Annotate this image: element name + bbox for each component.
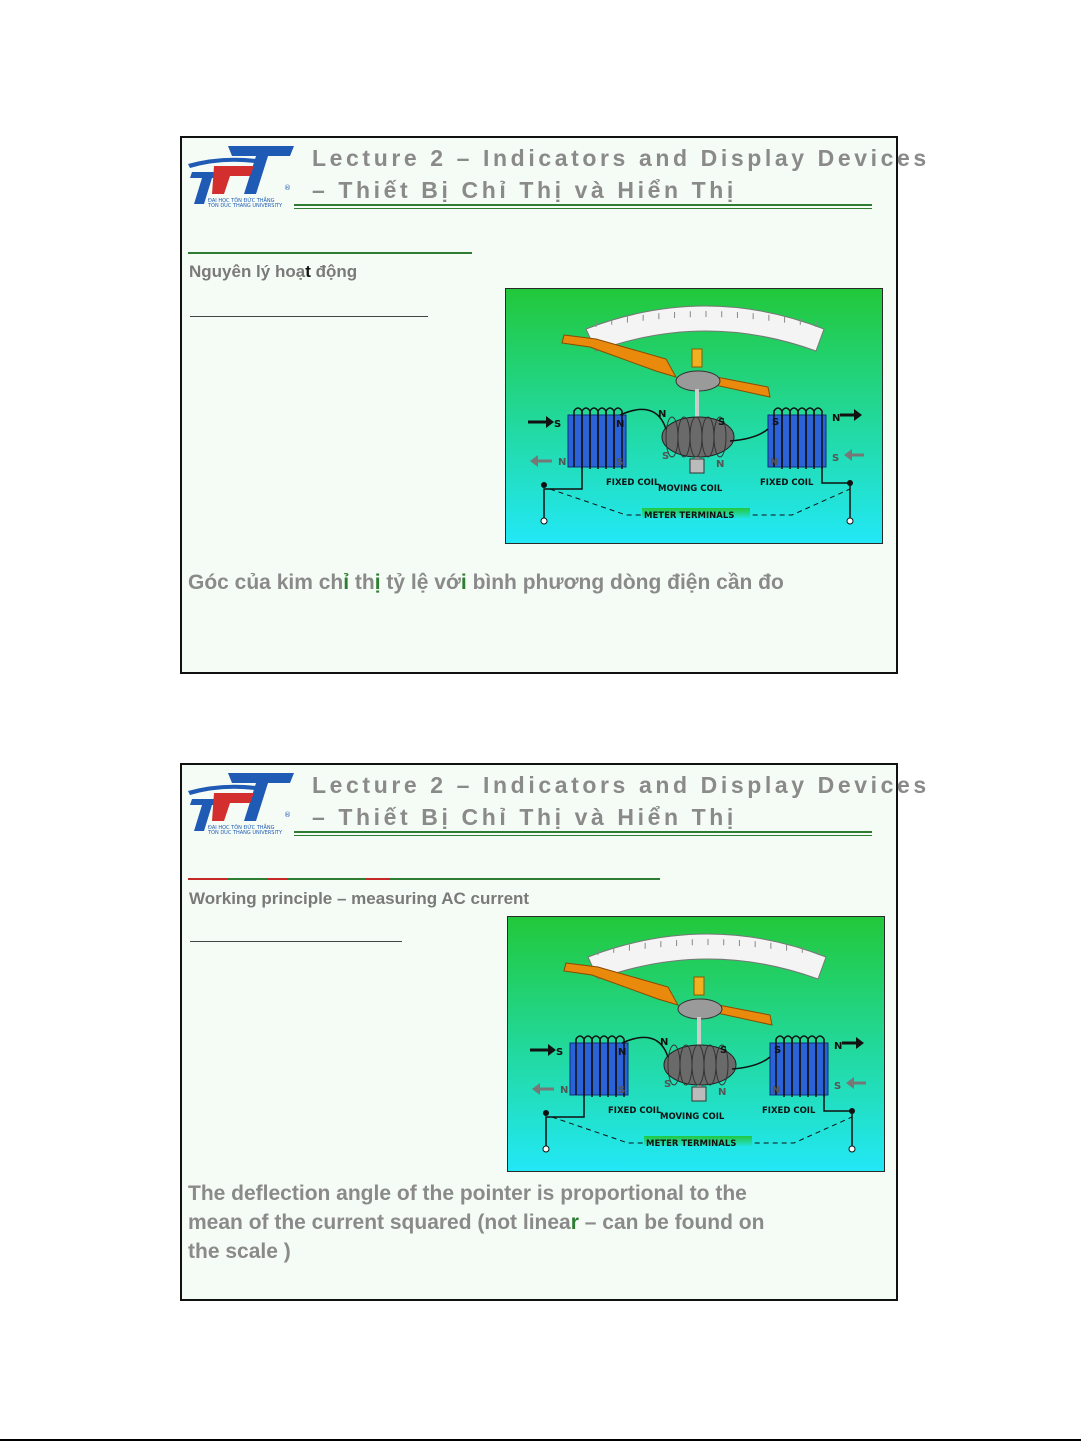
pole-label-n: N [558,457,567,468]
title-rule [294,204,872,206]
pole-label-s: S [772,417,780,428]
pole-label-n: N [716,459,725,470]
title-rule-thin [294,208,872,209]
logo-text-line1: ĐẠI HỌC TÔN ĐỨC THẮNG [208,198,275,204]
pole-label-n: N [560,1085,569,1096]
pole-label-s: S [720,1045,728,1056]
body-line-1: The deflection angle of the pointer is proportional to the [188,1182,747,1205]
pole-label-s: S [774,1045,782,1056]
slide-1 [180,136,930,674]
body-part: bình phương dòng điện cần đo [466,571,784,594]
label-moving-coil: MOVING COIL [658,484,723,494]
pole-label-s: S [662,451,670,462]
label-fixed-coil-left: FIXED COIL [606,478,660,488]
terminal-node-icon [849,1108,855,1114]
slide-title-line2: – Thiết Bị Chỉ Thị và Hiển Thị [312,804,737,830]
pole-label-s: S [664,1079,672,1090]
body-highlight: i [460,571,467,594]
section-heading [189,262,357,282]
body-part: Góc của kim ch [188,571,344,594]
terminal-node-icon [543,1110,549,1116]
logo-mark-icon [188,773,294,831]
label-fixed-coil-right: FIXED COIL [762,1106,816,1116]
spring-icon [676,371,720,391]
pivot-cap-icon [694,977,704,995]
label-meter-terminals: METER TERMINALS [646,1139,737,1149]
short-rule [190,941,402,942]
body-highlight: ị [374,571,381,594]
pole-label-s: S [556,1047,564,1058]
diagram-svg [506,289,883,544]
heading-highlight: t [305,262,311,281]
electrodynamometer-diagram [507,916,885,1172]
slide-title [312,769,930,833]
pole-label-s: S [832,453,840,464]
pivot-cap-icon [692,349,702,367]
spindle-base [692,1087,706,1101]
heading-part: Nguyên lý hoạ [189,262,306,281]
slide-body-text [188,568,784,597]
heading-rule [188,878,660,880]
pole-label-n: N [832,413,841,424]
pole-label-n: N [718,1087,727,1098]
pole-label-n: N [660,1037,669,1048]
body-highlight: r [570,1211,579,1234]
pole-label-n: N [772,1085,781,1096]
slide-2 [180,763,930,1301]
pole-label-s: S [618,1085,626,1096]
university-logo [184,769,296,835]
logo-reg-mark: ® [284,184,291,192]
title-rule-thin [294,835,872,836]
spindle-base [690,459,704,473]
terminal-node-icon [541,482,547,488]
slide-title-line1: Lecture 2 – Indicators and Display Devices [312,145,930,171]
heading-part: động [310,262,358,281]
slide-title-line2: – Thiết Bị Chỉ Thị và Hiển Thị [312,177,737,203]
electrodynamometer-diagram [505,288,883,544]
pole-label-s: S [834,1081,842,1092]
body-part: th [349,571,375,594]
pole-label-n: N [618,1047,627,1058]
label-meter-terminals: METER TERMINALS [644,511,735,521]
terminal-icon [541,518,547,524]
label-fixed-coil-right: FIXED COIL [760,478,814,488]
terminal-icon [543,1146,549,1152]
pole-label-s: S [718,417,726,428]
logo-reg-mark: ® [284,811,291,819]
body-part: – can be found on [578,1211,765,1234]
pole-label-s: S [616,457,624,468]
body-part: tỷ lệ vớ [380,571,461,594]
body-part: mean of the current squared (not linea [188,1211,571,1234]
terminal-icon [847,518,853,524]
logo-text-line2: TON DUC THANG UNIVERSITY [208,203,283,208]
body-line-3: the scale ) [188,1240,291,1263]
body-line-2 [188,1208,764,1237]
terminal-node-icon [847,480,853,486]
pole-label-n: N [616,419,625,430]
logo-mark-icon [188,146,294,204]
section-heading: Working principle – measuring AC current [189,889,530,908]
pole-label-n: N [834,1041,843,1052]
slide-title-line1: Lecture 2 – Indicators and Display Devices [312,772,930,798]
title-rule [294,831,872,833]
body-highlight: ỉ [343,571,350,594]
terminal-icon [849,1146,855,1152]
pole-label-s: S [554,419,562,430]
slide-body-text [188,1179,764,1266]
logo-text-line1: ĐẠI HỌC TÔN ĐỨC THẮNG [208,825,275,831]
diagram-svg [508,917,885,1172]
university-logo [184,142,296,208]
label-moving-coil: MOVING COIL [660,1112,725,1122]
logo-text-line2: TON DUC THANG UNIVERSITY [208,830,283,835]
pole-label-n: N [658,409,667,420]
spring-icon [678,999,722,1019]
pole-label-n: N [770,457,779,468]
short-rule [190,316,428,317]
heading-rule [188,252,472,254]
slide-title [312,142,930,206]
label-fixed-coil-left: FIXED COIL [608,1106,662,1116]
